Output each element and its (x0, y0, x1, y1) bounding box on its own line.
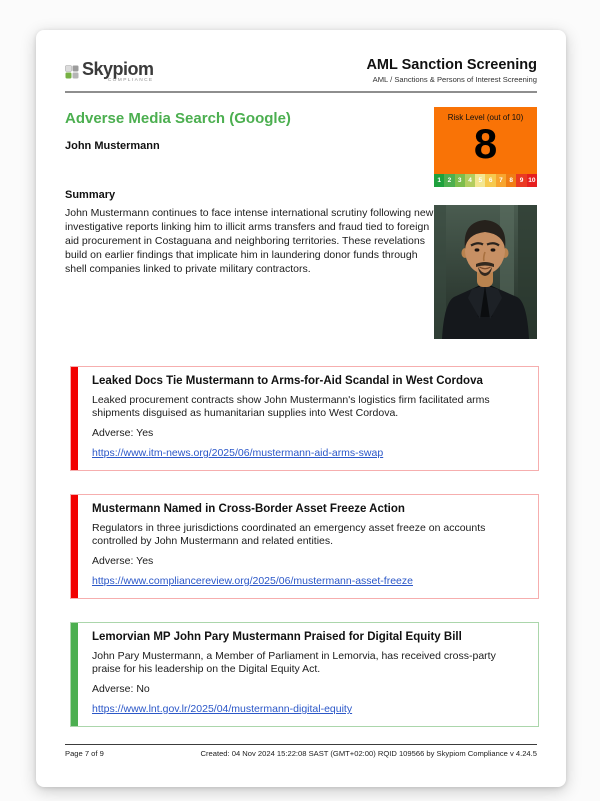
risk-scale-cell-10: 10 (527, 174, 537, 187)
adverse-flag-bar (71, 623, 78, 726)
article-body: John Pary Mustermann, a Member of Parliament in Lemorvia, has received cross-party praise for his leadership on the Digital Equity Act. (92, 650, 496, 675)
report-page (36, 30, 566, 787)
created-info: Created: 04 Nov 2024 15:22:08 SAST (GMT+02:00) RQID 109566 by Skypiom Compliance v 4.24.5 (200, 749, 537, 758)
article-link[interactable]: https://www.lnt.gov.lr/2025/04/mustermann-digital-equity (92, 703, 353, 715)
risk-level-label: Risk Level (out of 10) (447, 113, 524, 122)
article-link[interactable]: https://www.compliancereview.org/2025/06/mustermann-asset-freeze (92, 575, 413, 587)
article-body: Regulators in three jurisdictions coordinated an emergency asset freeze on accounts controlled by John Mustermann and related entities. (92, 522, 486, 547)
risk-score-value: 8 (473, 120, 498, 167)
article-title: Lemorvian MP John Pary Mustermann Praised for Digital Equity Bill (92, 631, 462, 643)
summary-heading: Summary (65, 189, 116, 201)
risk-scale-cell-1: 1 (434, 174, 444, 187)
subject-name: John Mustermann (65, 140, 160, 152)
risk-scale-cell-6: 6 (485, 174, 495, 187)
article-link[interactable]: https://www.itm-news.org/2025/06/mustermann-aid-arms-swap (92, 447, 384, 459)
article-adverse-status: Adverse: Yes (92, 555, 154, 567)
section-title: Adverse Media Search (Google) (65, 110, 291, 127)
report-title: AML Sanction Screening (366, 57, 537, 73)
article-card (70, 494, 539, 599)
risk-scale-cell-3: 3 (455, 174, 465, 187)
header-divider (65, 91, 537, 93)
report-subtitle: AML / Sanctions & Persons of Interest Screening (372, 75, 537, 84)
article-title: Leaked Docs Tie Mustermann to Arms-for-Aid Scandal in West Cordova (92, 375, 483, 387)
page-header (65, 57, 537, 84)
risk-scale-cell-5: 5 (475, 174, 485, 187)
skypiom-squares-icon (65, 65, 79, 84)
brand-name: Skypiom (82, 59, 154, 79)
subject-photo (434, 205, 537, 339)
risk-scale-cell-7: 7 (496, 174, 506, 187)
summary-text: John Mustermann continues to face intense international scrutiny following new investigative reports linking him to illicit arms transfers and fraud tied to foreign aid procurement in Costaguana and neighboring territories. These revelations build on earlier findings that implicate him in laundering donor funds through shell companies linked to private military contractors. (65, 207, 434, 275)
risk-level-box (434, 107, 537, 187)
risk-scale-cell-4: 4 (465, 174, 475, 187)
page-footer (65, 744, 537, 758)
article-card (70, 366, 539, 471)
brand-subname: COMPLIANCE (107, 78, 154, 83)
risk-scale (434, 174, 537, 187)
risk-scale-cell-9: 9 (516, 174, 526, 187)
article-adverse-status: Adverse: Yes (92, 427, 154, 439)
brand-logo (65, 60, 154, 84)
adverse-flag-bar (71, 367, 78, 470)
page-number: Page 7 of 9 (65, 749, 104, 758)
risk-scale-cell-8: 8 (506, 174, 516, 187)
adverse-flag-bar (71, 495, 78, 598)
article-adverse-status: Adverse: No (92, 683, 150, 695)
article-body: Leaked procurement contracts show John Mustermann's logistics firm facilitated arms shipments disguised as humanitarian supplies into West Cordova. (92, 394, 490, 419)
article-title: Mustermann Named in Cross-Border Asset Freeze Action (92, 503, 405, 515)
adverse-media-results (70, 366, 539, 727)
risk-scale-cell-2: 2 (444, 174, 454, 187)
article-card (70, 622, 539, 727)
